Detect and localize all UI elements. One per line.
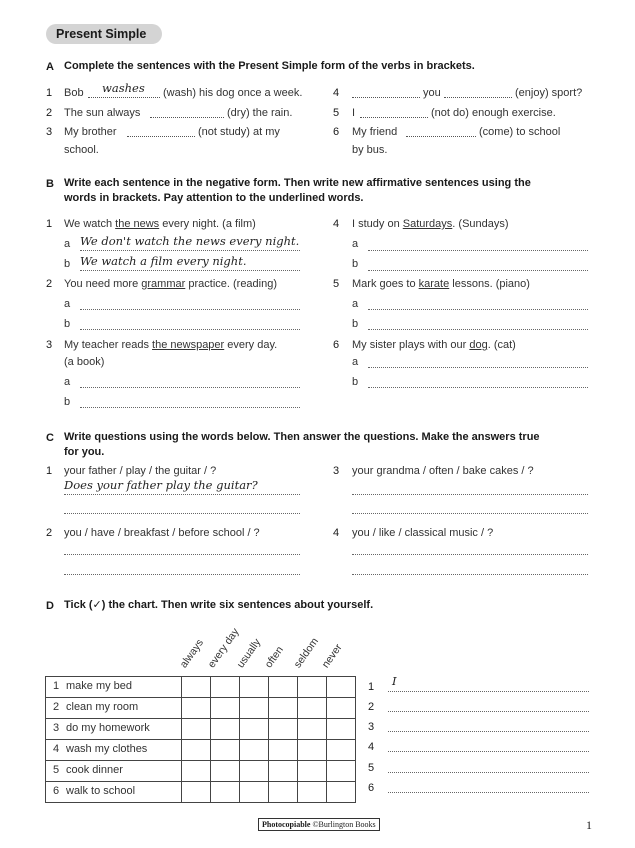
a1-answer: washes xyxy=(102,81,145,95)
a3-after: (not study) at my xyxy=(198,126,280,138)
b1-answer-b-line[interactable] xyxy=(80,270,300,271)
b5-answer-b-line[interactable] xyxy=(368,329,588,330)
c2-question-line[interactable] xyxy=(64,554,300,555)
chart-row xyxy=(46,677,356,698)
a4-blank-2[interactable] xyxy=(444,97,512,98)
activity-cell: 2 clean my room xyxy=(46,698,182,719)
activity-cell: 4 wash my clothes xyxy=(46,740,182,761)
tick-box[interactable] xyxy=(211,698,240,719)
tick-box[interactable] xyxy=(298,782,327,803)
a1-blank[interactable] xyxy=(88,97,160,98)
a3-number: 3 xyxy=(46,126,53,138)
sentence-number-1: 1 xyxy=(368,681,375,693)
c2-prompt: you / have / breakfast / before school / ? xyxy=(64,527,260,539)
c4-question-line[interactable] xyxy=(352,554,588,555)
chart-row xyxy=(46,698,356,719)
header-every-day: every day xyxy=(205,626,242,671)
chart-row xyxy=(46,761,356,782)
tick-box[interactable] xyxy=(269,719,298,740)
tick-box[interactable] xyxy=(182,698,211,719)
b2-label-b: b xyxy=(64,318,71,330)
a2-after: (dry) the rain. xyxy=(227,107,293,119)
b5-label-a: a xyxy=(352,298,359,310)
a5-after: (not do) enough exercise. xyxy=(431,107,556,119)
a1-number: 1 xyxy=(46,87,53,99)
tick-box[interactable] xyxy=(211,761,240,782)
a5-before: I xyxy=(352,107,356,119)
sentence-line-1[interactable] xyxy=(388,691,589,692)
b4-answer-b-line[interactable] xyxy=(368,270,588,271)
sentence-number-5: 5 xyxy=(368,762,375,774)
sentence-number-2: 2 xyxy=(368,701,375,713)
a5-number: 5 xyxy=(333,107,340,119)
a6-after: (come) to school xyxy=(479,126,561,138)
a4-after: (enjoy) sport? xyxy=(515,87,583,99)
c4-prompt: you / like / classical music / ? xyxy=(352,527,494,539)
a5-blank[interactable] xyxy=(360,117,428,118)
tick-box[interactable] xyxy=(298,698,327,719)
b1-label-b: b xyxy=(64,258,71,270)
header-always: always xyxy=(177,637,206,671)
section-c-instruction-2: for you. xyxy=(64,446,105,458)
a3-line2: school. xyxy=(64,144,99,156)
activity-cell: 5 cook dinner xyxy=(46,761,182,782)
tick-box[interactable] xyxy=(327,677,356,698)
c4-number: 4 xyxy=(333,527,340,539)
b5-number: 5 xyxy=(333,278,340,290)
tick-box[interactable] xyxy=(298,740,327,761)
chart-row xyxy=(46,719,356,740)
section-d-letter: D xyxy=(46,600,54,612)
c3-number: 3 xyxy=(333,465,340,477)
b4-label-b: b xyxy=(352,258,359,270)
a3-blank[interactable] xyxy=(127,136,195,137)
b3-label-a: a xyxy=(64,376,71,388)
b1-answer-b: We watch a film every night. xyxy=(80,254,247,268)
a4-number: 4 xyxy=(333,87,340,99)
c3-prompt: your grandma / often / bake cakes / ? xyxy=(352,465,534,477)
b6-label-a: a xyxy=(352,356,359,368)
tick-box[interactable] xyxy=(298,677,327,698)
a1-before: Bob xyxy=(64,87,84,99)
section-d-instruction: Tick (✓) the chart. Then write six sentences about yourself. xyxy=(64,599,374,611)
b4-number: 4 xyxy=(333,218,340,230)
c2-number: 2 xyxy=(46,527,53,539)
tick-box[interactable] xyxy=(327,698,356,719)
c1-number: 1 xyxy=(46,465,53,477)
header-usually: usually xyxy=(234,636,264,671)
tick-box[interactable] xyxy=(327,740,356,761)
b1-label-a: a xyxy=(64,238,71,250)
tick-box[interactable] xyxy=(182,782,211,803)
page-number: 1 xyxy=(586,818,592,832)
tick-box[interactable] xyxy=(327,782,356,803)
a2-number: 2 xyxy=(46,107,53,119)
section-b-letter: B xyxy=(46,178,54,190)
b1-answer-a-line[interactable] xyxy=(80,250,300,251)
c1-question-line[interactable] xyxy=(64,494,300,495)
b1-sentence: We watch the news every night. (a film) xyxy=(64,218,256,230)
tick-box[interactable] xyxy=(182,740,211,761)
b2-label-a: a xyxy=(64,298,71,310)
sentence-number-4: 4 xyxy=(368,741,375,753)
b6-label-b: b xyxy=(352,376,359,388)
b6-answer-b-line[interactable] xyxy=(368,387,588,388)
a6-number: 6 xyxy=(333,126,340,138)
tick-box[interactable] xyxy=(211,719,240,740)
c1-answer-line[interactable] xyxy=(64,513,300,514)
b6-sentence: My sister plays with our dog. (cat) xyxy=(352,339,516,351)
c2-answer-line[interactable] xyxy=(64,574,300,575)
activity-cell: 1 make my bed xyxy=(46,677,182,698)
b2-answer-a-line[interactable] xyxy=(80,309,300,310)
photocopiable-label: Photocopiable ©Burlington Books xyxy=(258,818,380,831)
sentence-line-3[interactable] xyxy=(388,731,589,732)
tick-box[interactable] xyxy=(182,719,211,740)
tick-box[interactable] xyxy=(240,740,269,761)
sentence-number-6: 6 xyxy=(368,782,375,794)
b5-label-b: b xyxy=(352,318,359,330)
sentence-1-start: I xyxy=(392,674,397,688)
section-a-letter: A xyxy=(46,61,54,73)
section-a-instruction: Complete the sentences with the Present Simple form of the verbs in brackets. xyxy=(64,60,475,72)
a4-blank[interactable] xyxy=(352,97,420,98)
b3-sentence: My teacher reads the newspaper every day. xyxy=(64,339,278,351)
tick-box[interactable] xyxy=(269,782,298,803)
a2-before: The sun always xyxy=(64,107,141,119)
c1-answer: Does your father play the guitar? xyxy=(64,478,258,492)
header-seldom: seldom xyxy=(291,635,321,671)
tick-box[interactable] xyxy=(269,740,298,761)
b3-number: 3 xyxy=(46,339,53,351)
sentence-line-5[interactable] xyxy=(388,772,589,773)
b2-answer-b-line[interactable] xyxy=(80,329,300,330)
chart-row xyxy=(46,782,356,803)
c3-answer-line[interactable] xyxy=(352,513,588,514)
a6-blank[interactable] xyxy=(406,136,476,137)
tick-box[interactable] xyxy=(211,677,240,698)
b3-answer-b-line[interactable] xyxy=(80,407,300,408)
b4-sentence: I study on Saturdays. (Sundays) xyxy=(352,218,509,230)
b1-number: 1 xyxy=(46,218,53,230)
tick-box[interactable] xyxy=(269,677,298,698)
sentence-line-4[interactable] xyxy=(388,751,589,752)
tick-box[interactable] xyxy=(240,677,269,698)
section-b-instruction-2: words in brackets. Pay attention to the underlined words. xyxy=(64,192,364,204)
tick-box[interactable] xyxy=(298,719,327,740)
a6-before: My friend xyxy=(352,126,398,138)
tick-box[interactable] xyxy=(269,698,298,719)
frequency-chart xyxy=(45,676,356,803)
header-never: never xyxy=(319,641,345,671)
c1-prompt: your father / play / the guitar / ? xyxy=(64,465,217,477)
b3-line2: (a book) xyxy=(64,356,105,368)
section-b-instruction-1: Write each sentence in the negative form. Then write new affirmative sentences using the xyxy=(64,177,531,189)
c3-question-line[interactable] xyxy=(352,494,588,495)
a4-middle: you xyxy=(423,87,441,99)
tick-box[interactable] xyxy=(211,740,240,761)
b2-sentence: You need more grammar practice. (reading) xyxy=(64,278,278,290)
b4-label-a: a xyxy=(352,238,359,250)
b1-answer-a: We don't watch the news every night. xyxy=(80,234,300,248)
sentence-line-2[interactable] xyxy=(388,711,589,712)
tick-box[interactable] xyxy=(182,761,211,782)
tick-box[interactable] xyxy=(240,719,269,740)
b3-label-b: b xyxy=(64,396,71,408)
section-c-instruction-1: Write questions using the words below. Then answer the questions. Make the answers true xyxy=(64,431,540,443)
tick-box[interactable] xyxy=(327,719,356,740)
header-often: often xyxy=(262,644,286,671)
tick-box[interactable] xyxy=(240,761,269,782)
tick-box[interactable] xyxy=(269,761,298,782)
b2-number: 2 xyxy=(46,278,53,290)
chart-row xyxy=(46,740,356,761)
a6-line2: by bus. xyxy=(352,144,388,156)
activity-cell: 3 do my homework xyxy=(46,719,182,740)
sentence-number-3: 3 xyxy=(368,721,375,733)
b6-answer-a-line[interactable] xyxy=(368,367,588,368)
sentence-line-6[interactable] xyxy=(388,792,589,793)
a1-after: (wash) his dog once a week. xyxy=(163,87,303,99)
tick-box[interactable] xyxy=(327,761,356,782)
tick-box[interactable] xyxy=(240,698,269,719)
tick-box[interactable] xyxy=(298,761,327,782)
section-c-letter: C xyxy=(46,432,54,444)
a2-blank[interactable] xyxy=(150,117,224,118)
tick-box[interactable] xyxy=(211,782,240,803)
tick-box[interactable] xyxy=(182,677,211,698)
activity-cell: 6 walk to school xyxy=(46,782,182,803)
b6-number: 6 xyxy=(333,339,340,351)
c4-answer-line[interactable] xyxy=(352,574,588,575)
b5-answer-a-line[interactable] xyxy=(368,309,588,310)
page-title: Present Simple xyxy=(46,24,162,44)
b4-answer-a-line[interactable] xyxy=(368,250,588,251)
a3-before: My brother xyxy=(64,126,117,138)
b3-answer-a-line[interactable] xyxy=(80,387,300,388)
b5-sentence: Mark goes to karate lessons. (piano) xyxy=(352,278,530,290)
tick-box[interactable] xyxy=(240,782,269,803)
